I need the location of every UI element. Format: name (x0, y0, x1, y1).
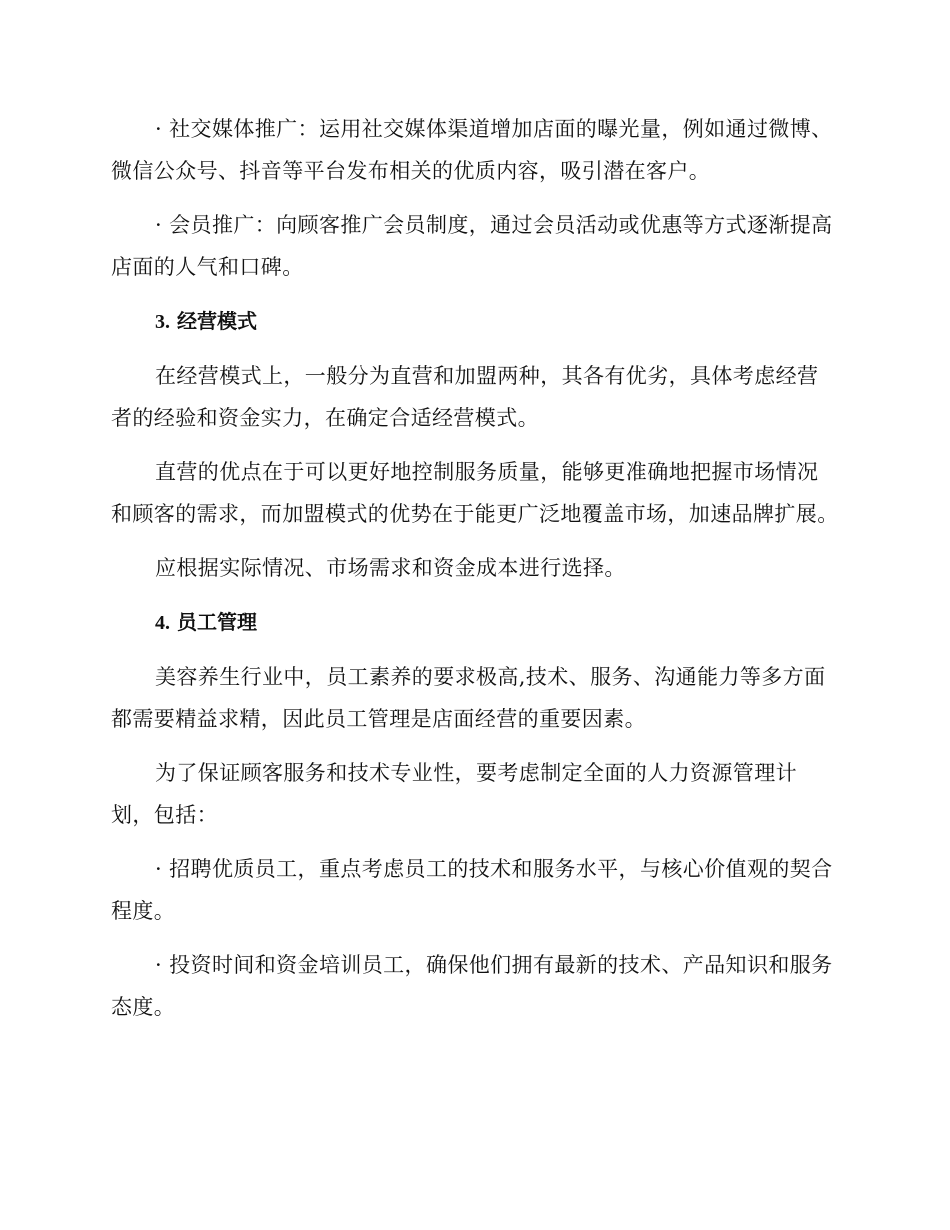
paragraph-business-model-intro: 在经营模式上，一般分为直营和加盟两种，其各有优劣，具体考虑经营者的经验和资金实力，在确定合适经营模式。 (111, 364, 819, 430)
document-body (111, 108, 839, 1040)
paragraph-hr-plan: 为了保证顾客服务和技术专业性，要考虑制定全面的人力资源管理计划，包括： (111, 761, 797, 827)
paragraph-direct-vs-franchise: 直营的优点在于可以更好地控制服务质量，能够更准确地把握市场情况和顾客的需求，而加盟模式的优势在于能更广泛地覆盖市场，加速品牌扩展。 (111, 460, 839, 526)
bullet-train-staff: · 投资时间和资金培训员工，确保他们拥有最新的技术、产品知识和服务态度。 (111, 953, 833, 1019)
section-number: 3. (155, 311, 170, 333)
paragraph-choose-by-situation: 应根据实际情况、市场需求和资金成本进行选择。 (155, 556, 626, 580)
bullet-recruit-staff: · 招聘优质员工，重点考虑员工的技术和服务水平，与核心价值观的契合程度。 (111, 857, 833, 923)
section-heading-business-model (111, 300, 839, 343)
bullet-membership-promotion: · 会员推广：向顾客推广会员制度，通过会员活动或优惠等方式逐渐提高店面的人气和口碑。 (111, 213, 833, 279)
section-number: 4. (155, 612, 170, 634)
section-heading-staff-management (111, 601, 839, 644)
section-title: 员工管理 (176, 610, 257, 634)
bullet-social-media-promotion: · 社交媒体推广：运用社交媒体渠道增加店面的曝光量，例如通过微博、微信公众号、抖音等平台发布相关的优质内容，吸引潜在客户。 (111, 117, 833, 183)
paragraph-staff-quality: 美容养生行业中，员工素养的要求极高,技术、服务、沟通能力等多方面都需要精益求精，因此员工管理是店面经营的重要因素。 (111, 665, 826, 731)
section-title: 经营模式 (176, 309, 257, 333)
